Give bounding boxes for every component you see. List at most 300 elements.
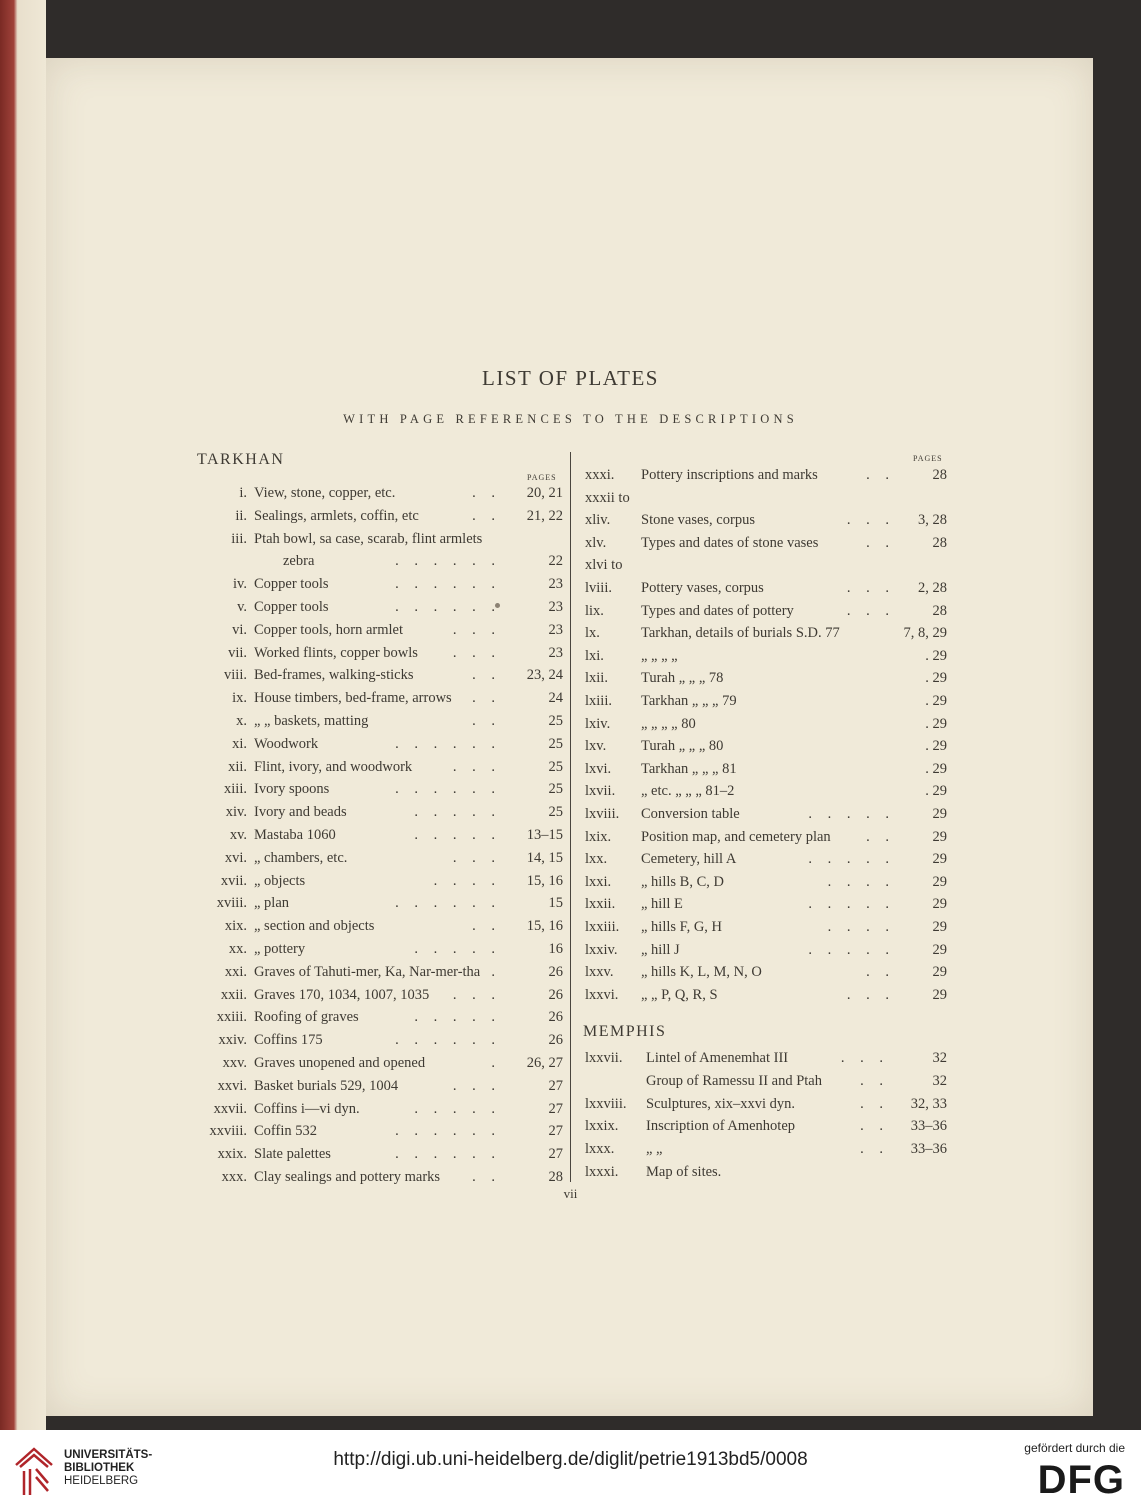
book-spine bbox=[0, 0, 46, 1430]
plate-row bbox=[585, 467, 947, 489]
page-reference: 27 bbox=[548, 1123, 563, 1140]
plate-row bbox=[195, 895, 563, 917]
plate-description: „ „ „ „ bbox=[641, 647, 678, 664]
plate-description: Tarkhan „ „ „ 81 bbox=[641, 760, 737, 777]
page-reference: 14, 15 bbox=[526, 849, 563, 866]
plate-description: Ivory spoons bbox=[254, 781, 330, 798]
plate-description: Copper tools bbox=[254, 576, 329, 593]
plate-number: xviii. bbox=[216, 895, 247, 912]
page-reference: 27 bbox=[548, 1077, 563, 1094]
page-reference: 25 bbox=[548, 758, 563, 775]
page-reference: 23, 24 bbox=[526, 667, 563, 684]
plate-description: Lintel of Amenemhat III bbox=[646, 1050, 789, 1066]
leader-dots: . . . bbox=[846, 580, 895, 596]
leader-dots: . . bbox=[472, 667, 501, 684]
plate-number: lix. bbox=[585, 602, 604, 619]
plate-row bbox=[195, 827, 563, 849]
leader-dots: . . bbox=[472, 1169, 501, 1185]
plate-row bbox=[585, 738, 947, 760]
plate-number: lxxv. bbox=[585, 964, 614, 981]
plate-number: vi. bbox=[232, 621, 247, 638]
plate-number: ii. bbox=[235, 507, 247, 524]
page-reference: 23 bbox=[548, 644, 563, 661]
plate-description: Clay sealings and pottery marks bbox=[254, 1169, 441, 1185]
plate-row bbox=[195, 508, 563, 530]
page-reference: 29 bbox=[932, 964, 947, 981]
plate-number: lxvii. bbox=[585, 783, 616, 800]
page-reference: 29 bbox=[932, 851, 947, 868]
page-subtitle: WITH PAGE REFERENCES TO THE DESCRIPTIONS bbox=[343, 412, 798, 426]
plate-number: lviii. bbox=[585, 580, 612, 596]
plate-number: xxvii. bbox=[213, 1100, 247, 1117]
section-heading-memphis: MEMPHIS bbox=[583, 1023, 667, 1040]
plate-row bbox=[195, 1032, 563, 1054]
plate-description: „ plan bbox=[254, 895, 290, 912]
plate-number: iii. bbox=[231, 530, 247, 547]
leader-dots: . . . . bbox=[827, 873, 895, 890]
plate-description: „ section and objects bbox=[254, 918, 375, 935]
plate-description: Sculptures, xix–xxvi dyn. bbox=[646, 1095, 796, 1112]
plate-row bbox=[195, 645, 563, 667]
plate-row bbox=[585, 1141, 947, 1163]
leader-dots: . bbox=[491, 963, 501, 980]
plate-description: „ hills F, G, H bbox=[641, 919, 723, 935]
plate-row bbox=[585, 693, 947, 715]
plate-description: Basket burials 529, 1004 bbox=[254, 1077, 399, 1094]
plate-number: lxxx. bbox=[585, 1141, 615, 1158]
plate-row bbox=[585, 1096, 947, 1118]
plate-description: Turah „ „ „ 80 bbox=[641, 738, 724, 755]
plate-description: House timbers, bed-frame, arrows bbox=[254, 690, 452, 707]
leader-dots: . . . . . bbox=[414, 827, 501, 843]
plate-number: lxxvi. bbox=[585, 986, 619, 1003]
plate-description: „ „ bbox=[646, 1141, 663, 1158]
plate-row bbox=[195, 576, 563, 598]
plate-row bbox=[585, 580, 947, 602]
plate-number: xxi. bbox=[224, 963, 247, 980]
plate-description: „ hill J bbox=[641, 941, 680, 958]
leader-dots: . . . . . . bbox=[395, 576, 501, 593]
plate-number: lxxii. bbox=[585, 896, 616, 913]
page-reference: 33–36 bbox=[910, 1141, 947, 1158]
page-reference: 26, 27 bbox=[526, 1055, 563, 1071]
leader-dots: . . . . . bbox=[414, 941, 501, 957]
plate-description: Woodwork bbox=[254, 735, 319, 752]
leader-dots: . . bbox=[866, 828, 895, 845]
plate-number: xlvi to bbox=[585, 557, 623, 574]
page-reference: 23 bbox=[548, 621, 563, 638]
plate-number: i. bbox=[239, 485, 247, 501]
plate-row bbox=[585, 625, 947, 647]
leader-dots: . . bbox=[472, 690, 501, 707]
plate-number: xxxi. bbox=[585, 467, 615, 483]
plate-row bbox=[585, 1118, 947, 1140]
page-reference: 29 bbox=[932, 919, 947, 935]
page-reference: 29 bbox=[932, 873, 947, 890]
plate-number: xii. bbox=[228, 758, 247, 775]
plate-description: „ objects bbox=[254, 872, 306, 889]
column-divider bbox=[570, 452, 571, 1182]
plate-description: „ hills K, L, M, N, O bbox=[641, 964, 762, 981]
page-reference: 25 bbox=[548, 781, 563, 798]
plate-description: Coffins i—vi dyn. bbox=[254, 1100, 360, 1117]
leader-dots: . . . bbox=[452, 849, 501, 866]
page-reference: 29 bbox=[932, 896, 947, 913]
plate-row bbox=[195, 850, 563, 872]
page-reference: 26 bbox=[548, 1009, 563, 1026]
leader-dots: . . . . . . bbox=[395, 553, 501, 570]
plate-row bbox=[195, 804, 563, 826]
plate-description: „ „ baskets, matting bbox=[254, 713, 369, 729]
plate-number: xxv. bbox=[222, 1055, 247, 1071]
plate-row bbox=[585, 896, 947, 918]
plate-row bbox=[585, 670, 947, 692]
plate-description: Coffin 532 bbox=[254, 1123, 317, 1140]
leader-dots: . . . . . bbox=[414, 804, 501, 821]
leader-dots: . bbox=[491, 1055, 501, 1071]
plate-row bbox=[195, 1146, 563, 1168]
plate-number: lxix. bbox=[585, 828, 612, 845]
plate-number: lxxiv. bbox=[585, 941, 618, 958]
plate-row bbox=[195, 690, 563, 712]
plate-row bbox=[195, 1078, 563, 1100]
leader-dots: . . bbox=[472, 713, 501, 729]
page-reference: 16 bbox=[548, 941, 563, 957]
leader-dots: . . bbox=[860, 1118, 889, 1135]
page-reference: 25 bbox=[548, 713, 563, 729]
page-reference: 29 bbox=[932, 986, 947, 1003]
page-reference: 26 bbox=[548, 986, 563, 1003]
plate-number: ix. bbox=[232, 690, 247, 707]
plate-row bbox=[585, 648, 947, 670]
page-reference: . 29 bbox=[925, 647, 947, 664]
plate-number: vii. bbox=[228, 644, 247, 661]
plate-description: Map of sites. bbox=[646, 1164, 722, 1180]
plate-description: Coffins 175 bbox=[254, 1032, 323, 1049]
leader-dots: . . . . . . bbox=[395, 599, 501, 615]
plate-number: lxvi. bbox=[585, 760, 612, 777]
plate-description: Types and dates of stone vases bbox=[641, 534, 819, 551]
leader-dots: . . . . bbox=[827, 919, 895, 935]
leader-dots: . . . bbox=[840, 1050, 889, 1066]
leader-dots: . . . bbox=[452, 621, 501, 638]
plate-description: Turah „ „ „ 78 bbox=[641, 670, 724, 687]
plate-description: Mastaba 1060 bbox=[254, 827, 336, 843]
plate-number: xv. bbox=[229, 827, 247, 843]
plate-row bbox=[195, 667, 563, 689]
plate-description: Ptah bowl, sa case, scarab, flint armlets bbox=[254, 530, 483, 547]
leader-dots: . . . bbox=[846, 512, 895, 529]
leader-dots: . . . . . bbox=[808, 896, 895, 913]
leader-dots: . . . . . bbox=[414, 1100, 501, 1117]
plate-row bbox=[585, 535, 947, 557]
plate-row bbox=[585, 783, 947, 805]
plate-number: lx. bbox=[585, 625, 600, 642]
page-reference: 7, 8, 29 bbox=[903, 625, 947, 642]
page-title: LIST OF PLATES bbox=[482, 366, 659, 390]
plate-row bbox=[585, 806, 947, 828]
plate-number: xxx. bbox=[221, 1169, 247, 1185]
leader-dots: . . . . . bbox=[808, 806, 895, 822]
page-reference: 15, 16 bbox=[526, 918, 563, 935]
plate-description: Stone vases, corpus bbox=[641, 512, 755, 529]
plate-number: lxxviii. bbox=[585, 1095, 627, 1112]
page-reference: 22 bbox=[548, 553, 563, 570]
logo-line-3: HEIDELBERG bbox=[64, 1475, 139, 1487]
plate-row bbox=[585, 603, 947, 625]
plate-number: lxv. bbox=[585, 738, 607, 755]
page-reference: 26 bbox=[548, 1032, 563, 1049]
page-reference: 25 bbox=[548, 804, 563, 821]
plate-row bbox=[585, 919, 947, 941]
plate-row bbox=[585, 557, 947, 579]
plate-description: Conversion table bbox=[641, 806, 740, 822]
plate-row bbox=[585, 942, 947, 964]
plate-description: Slate palettes bbox=[254, 1146, 331, 1163]
plate-description: Group of Ramessu II and Ptah bbox=[646, 1072, 822, 1089]
plate-description: Types and dates of pottery bbox=[641, 602, 794, 619]
section-heading-tarkhan: TARKHAN bbox=[197, 451, 285, 468]
plate-number: xxix. bbox=[217, 1146, 247, 1163]
plate-row bbox=[195, 781, 563, 803]
plate-row bbox=[585, 1073, 947, 1095]
plate-row bbox=[195, 759, 563, 781]
page-reference: 27 bbox=[548, 1146, 563, 1163]
plate-row bbox=[585, 761, 947, 783]
page-reference: 29 bbox=[932, 806, 947, 822]
plate-number: lxxiii. bbox=[585, 919, 620, 935]
plate-row bbox=[195, 873, 563, 895]
page-reference: 33–36 bbox=[910, 1118, 947, 1135]
plate-row bbox=[585, 851, 947, 873]
plate-description: „ pottery bbox=[254, 941, 306, 957]
leader-dots: . . bbox=[472, 485, 501, 501]
plate-description: Graves 170, 1034, 1007, 1035 bbox=[254, 986, 430, 1003]
plate-row bbox=[195, 964, 563, 986]
leader-dots: . . bbox=[866, 467, 895, 483]
dfg-logo: DFG bbox=[1037, 1458, 1125, 1502]
plate-row bbox=[585, 874, 947, 896]
plate-row bbox=[195, 713, 563, 735]
page-reference: . 29 bbox=[925, 738, 947, 755]
page-reference: 28 bbox=[932, 602, 947, 619]
page-reference: 25 bbox=[548, 735, 563, 752]
leader-dots: . . bbox=[860, 1141, 889, 1158]
plate-description: Flint, ivory, and woodwork bbox=[254, 758, 413, 775]
plate-row bbox=[195, 1009, 563, 1031]
plate-number: xx. bbox=[228, 941, 247, 957]
page-reference: 32 bbox=[932, 1050, 947, 1066]
plate-number: xi. bbox=[232, 735, 247, 752]
plate-number: xvii. bbox=[220, 872, 247, 889]
plate-description: „ hills B, C, D bbox=[641, 873, 724, 890]
page-reference: 26 bbox=[548, 963, 563, 980]
plate-number: xxvi. bbox=[217, 1077, 247, 1094]
plate-description: Tarkhan „ „ „ 79 bbox=[641, 693, 737, 709]
page-reference: 20, 21 bbox=[526, 485, 563, 501]
plate-row bbox=[195, 553, 563, 575]
leader-dots: . . . . bbox=[433, 872, 501, 889]
plate-row bbox=[195, 941, 563, 963]
plate-description: Ivory and beads bbox=[254, 804, 347, 821]
plate-description: Position map, and cemetery plan bbox=[641, 828, 831, 845]
plate-number: x. bbox=[236, 713, 247, 729]
leader-dots: . . . . . . bbox=[395, 895, 501, 912]
page-number: vii bbox=[563, 1186, 578, 1201]
page-reference: 28 bbox=[932, 534, 947, 551]
plate-number: lxxvii. bbox=[585, 1050, 623, 1066]
page-reference: 32 bbox=[932, 1072, 947, 1089]
plate-row bbox=[195, 1055, 563, 1077]
page-reference: 23 bbox=[548, 599, 563, 615]
plate-row bbox=[585, 512, 947, 534]
leader-dots: . . . bbox=[452, 986, 501, 1003]
plate-row bbox=[195, 736, 563, 758]
plate-number: xliv. bbox=[585, 512, 611, 529]
plate-row bbox=[585, 490, 947, 512]
leader-dots: . . . . . bbox=[808, 851, 895, 868]
leader-dots: . . bbox=[866, 964, 895, 981]
page-reference: 23 bbox=[548, 576, 563, 593]
plate-description: Cemetery, hill A bbox=[641, 851, 737, 868]
plate-description: Pottery vases, corpus bbox=[641, 580, 764, 596]
plate-description: Copper tools, horn armlet bbox=[254, 621, 404, 638]
plate-description: „ „ „ „ 80 bbox=[641, 715, 696, 732]
page-reference: 29 bbox=[932, 828, 947, 845]
leader-dots: . . . . . bbox=[414, 1009, 501, 1026]
leader-dots: . . . bbox=[846, 602, 895, 619]
plate-description: Pottery inscriptions and marks bbox=[641, 467, 818, 483]
plate-row bbox=[585, 829, 947, 851]
plate-number: lxviii. bbox=[585, 806, 620, 822]
plate-number: lxiv. bbox=[585, 715, 611, 732]
leader-dots: . . . bbox=[846, 986, 895, 1003]
page-reference: 28 bbox=[548, 1169, 563, 1185]
plate-description: Inscription of Amenhotep bbox=[646, 1118, 796, 1135]
plate-row bbox=[585, 1050, 947, 1072]
page-reference: 29 bbox=[932, 941, 947, 958]
plate-number: xxii. bbox=[220, 986, 247, 1003]
plate-description: „ „ P, Q, R, S bbox=[641, 986, 718, 1003]
plate-row bbox=[585, 987, 947, 1009]
plate-number: xxxii to bbox=[585, 489, 630, 506]
page-reference: 15 bbox=[548, 895, 563, 912]
plate-description: Copper tools bbox=[254, 599, 329, 615]
page-reference: 27 bbox=[548, 1100, 563, 1117]
plate-row bbox=[195, 1101, 563, 1123]
leader-dots: . . bbox=[860, 1095, 889, 1112]
plate-number: xxiii. bbox=[216, 1009, 247, 1026]
page-reference: 15, 16 bbox=[526, 872, 563, 889]
plate-description: „ etc. „ „ „ 81–2 bbox=[641, 783, 735, 800]
plate-row bbox=[195, 622, 563, 644]
plate-number: lxxxi. bbox=[585, 1164, 619, 1180]
pages-header-right: PAGES bbox=[913, 454, 943, 463]
page-reference: 24 bbox=[548, 690, 563, 707]
page-reference: 3, 28 bbox=[918, 512, 947, 529]
page-reference: 2, 28 bbox=[918, 580, 947, 596]
plate-number: v. bbox=[237, 599, 247, 615]
leader-dots: . . . bbox=[452, 758, 501, 775]
leader-dots: . . . . . bbox=[808, 941, 895, 958]
plate-description: „ hill E bbox=[641, 896, 683, 913]
plate-description: View, stone, copper, etc. bbox=[254, 485, 396, 501]
plate-row bbox=[195, 1123, 563, 1145]
page-reference: 32, 33 bbox=[910, 1095, 947, 1112]
plate-description: Graves of Tahuti-mer, Ka, Nar-mer-tha bbox=[254, 963, 481, 980]
page-reference: . 29 bbox=[925, 670, 947, 687]
leader-dots: . . . bbox=[452, 644, 501, 661]
plate-number: xvi. bbox=[224, 849, 247, 866]
plate-number: lxxix. bbox=[585, 1118, 619, 1135]
leader-dots: . . bbox=[472, 918, 501, 935]
leader-dots: . . . . . . bbox=[395, 781, 501, 798]
source-url-link[interactable]: http://digi.ub.uni-heidelberg.de/diglit/petrie1913bd5/0008 bbox=[333, 1449, 808, 1470]
plate-number: lxiii. bbox=[585, 693, 612, 709]
plate-number: xlv. bbox=[585, 534, 607, 551]
plate-number: lxii. bbox=[585, 670, 608, 687]
plate-description: „ chambers, etc. bbox=[254, 849, 348, 866]
leader-dots: . . . . . . bbox=[395, 1123, 501, 1140]
plate-number: lxx. bbox=[585, 851, 608, 868]
page-reference: . 29 bbox=[925, 693, 947, 709]
plate-number: xiv. bbox=[225, 804, 247, 821]
page-reference: 13–15 bbox=[526, 827, 563, 843]
plate-row bbox=[195, 987, 563, 1009]
page-reference: 28 bbox=[932, 467, 947, 483]
plate-description: Sealings, armlets, coffin, etc bbox=[254, 507, 419, 524]
plate-number: iv. bbox=[233, 576, 247, 593]
plate-description: zebra bbox=[283, 553, 315, 570]
plate-row bbox=[585, 1164, 947, 1186]
pages-header-left: PAGES bbox=[527, 473, 557, 482]
plate-number: xxiv. bbox=[218, 1032, 247, 1049]
plate-number: xix. bbox=[224, 918, 247, 935]
plate-row bbox=[195, 485, 563, 507]
page-reference: . 29 bbox=[925, 760, 947, 777]
plate-description: Worked flints, copper bowls bbox=[254, 644, 418, 661]
plate-row bbox=[195, 918, 563, 940]
page-reference: 21, 22 bbox=[526, 507, 563, 524]
leader-dots: . . . bbox=[452, 1077, 501, 1094]
logo-line-1: UNIVERSITÄTS- bbox=[64, 1449, 153, 1461]
plate-description: Roofing of graves bbox=[254, 1009, 359, 1026]
leader-dots: . . bbox=[866, 534, 895, 551]
plate-number: viii. bbox=[224, 667, 247, 684]
plate-row bbox=[195, 531, 563, 553]
plate-description: Graves unopened and opened bbox=[254, 1055, 426, 1071]
leader-dots: . . bbox=[472, 507, 501, 524]
plate-number: lxxi. bbox=[585, 873, 612, 890]
plate-row bbox=[195, 599, 563, 621]
logo-line-2: BIBLIOTHEK bbox=[64, 1462, 135, 1474]
plate-number: lxi. bbox=[585, 647, 604, 664]
plate-number: xxviii. bbox=[209, 1123, 247, 1140]
page-reference: . 29 bbox=[925, 715, 947, 732]
leader-dots: . . . . . . bbox=[395, 735, 501, 752]
leader-dots: . . bbox=[860, 1072, 889, 1089]
funding-label: gefördert durch die bbox=[1024, 1441, 1125, 1455]
footer-bar bbox=[0, 1430, 1141, 1512]
plate-row bbox=[585, 964, 947, 986]
plate-description: Tarkhan, details of burials S.D. 77 bbox=[641, 625, 840, 642]
plate-description: Bed-frames, walking-sticks bbox=[254, 667, 414, 684]
leader-dots: . . . . . . bbox=[395, 1146, 501, 1163]
plate-number: xiii. bbox=[224, 781, 247, 798]
page-reference: . 29 bbox=[925, 783, 947, 800]
leader-dots: . . . . . . bbox=[395, 1032, 501, 1049]
plate-row bbox=[585, 716, 947, 738]
